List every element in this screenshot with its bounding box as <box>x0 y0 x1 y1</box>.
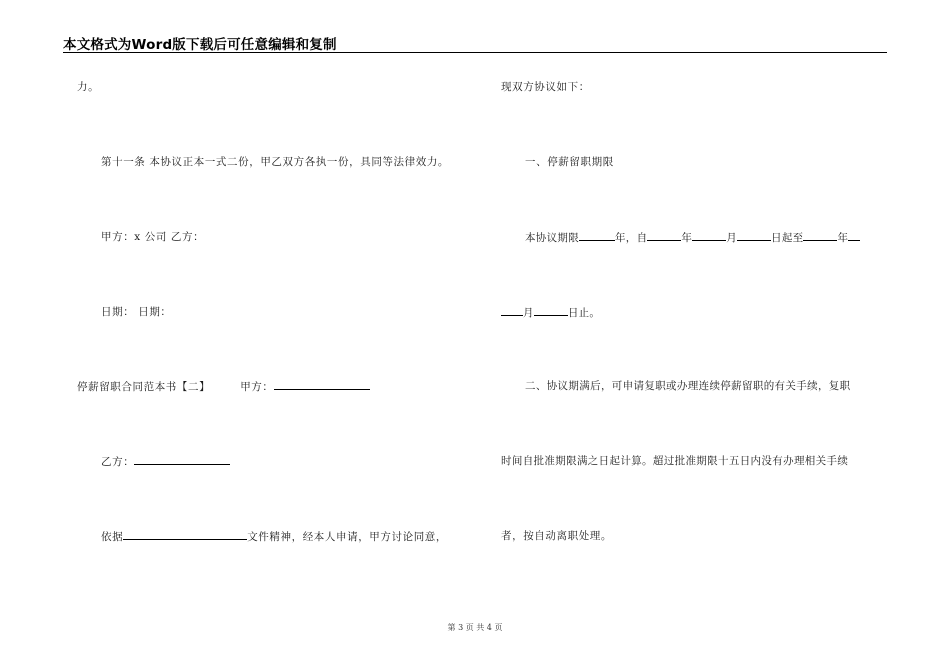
basis-blank <box>123 529 247 540</box>
left-line-2: 第十一条 本协议正本一式二份，甲乙双方各执一份，具同等法律效力。 <box>101 156 450 168</box>
end-day-label: 日止。 <box>567 307 601 319</box>
start-day-label: 日起至 <box>771 232 804 244</box>
term-year-from: 年，自 <box>615 232 648 244</box>
right-line-6: 时间自批准期限满之日起计算。超过批准期限十五日内没有办理相关手续 <box>501 455 849 467</box>
end-month-blank <box>501 305 523 316</box>
page-header <box>63 30 887 53</box>
right-line-5: 二、协议期满后，可申请复职或办理连续停薪留职的有关手续，复职 <box>525 380 851 392</box>
start-year-label: 年 <box>681 232 693 244</box>
end-month-label: 月 <box>523 307 534 319</box>
party-a-label: 甲方： <box>240 381 274 393</box>
party-b-blank <box>134 454 230 465</box>
left-line-3: 甲方：x 公司 乙方： <box>101 231 205 243</box>
party-a-blank <box>274 379 370 390</box>
right-line-2: 一、停薪留职期限 <box>525 156 614 168</box>
start-year-blank <box>647 230 681 241</box>
start-month-label: 月 <box>726 232 738 244</box>
end-year-label: 年 <box>837 232 849 244</box>
start-month-blank <box>692 230 726 241</box>
term-label: 本协议期限 <box>525 232 579 244</box>
left-line-7 <box>101 529 447 544</box>
right-line-1: 现双方协议如下： <box>501 81 590 93</box>
left-line-4: 日期： 日期： <box>101 306 172 318</box>
header-title: 本文格式为Word版下载后可任意编辑和复制 <box>63 37 337 53</box>
page-footer: 第 3 页 共 4 页 <box>447 623 503 632</box>
basis-text: 文件精神，经本人申请，甲方讨论同意， <box>247 531 448 543</box>
left-line-5 <box>77 379 370 394</box>
party-b-label: 乙方： <box>101 456 135 468</box>
right-line-3 <box>525 230 860 245</box>
end-month-blank-start <box>848 230 860 241</box>
left-line-6 <box>101 454 230 469</box>
left-line-1: 力。 <box>77 81 100 93</box>
contract-title: 停薪留职合同范本书【二】 <box>77 381 211 393</box>
term-years-blank <box>579 230 615 241</box>
start-day-blank <box>737 230 771 241</box>
basis-label: 依据 <box>101 531 124 543</box>
right-line-4 <box>501 305 600 320</box>
end-day-blank <box>534 305 568 316</box>
right-line-7: 者，按自动离职处理。 <box>501 530 612 542</box>
end-year-blank <box>803 230 837 241</box>
